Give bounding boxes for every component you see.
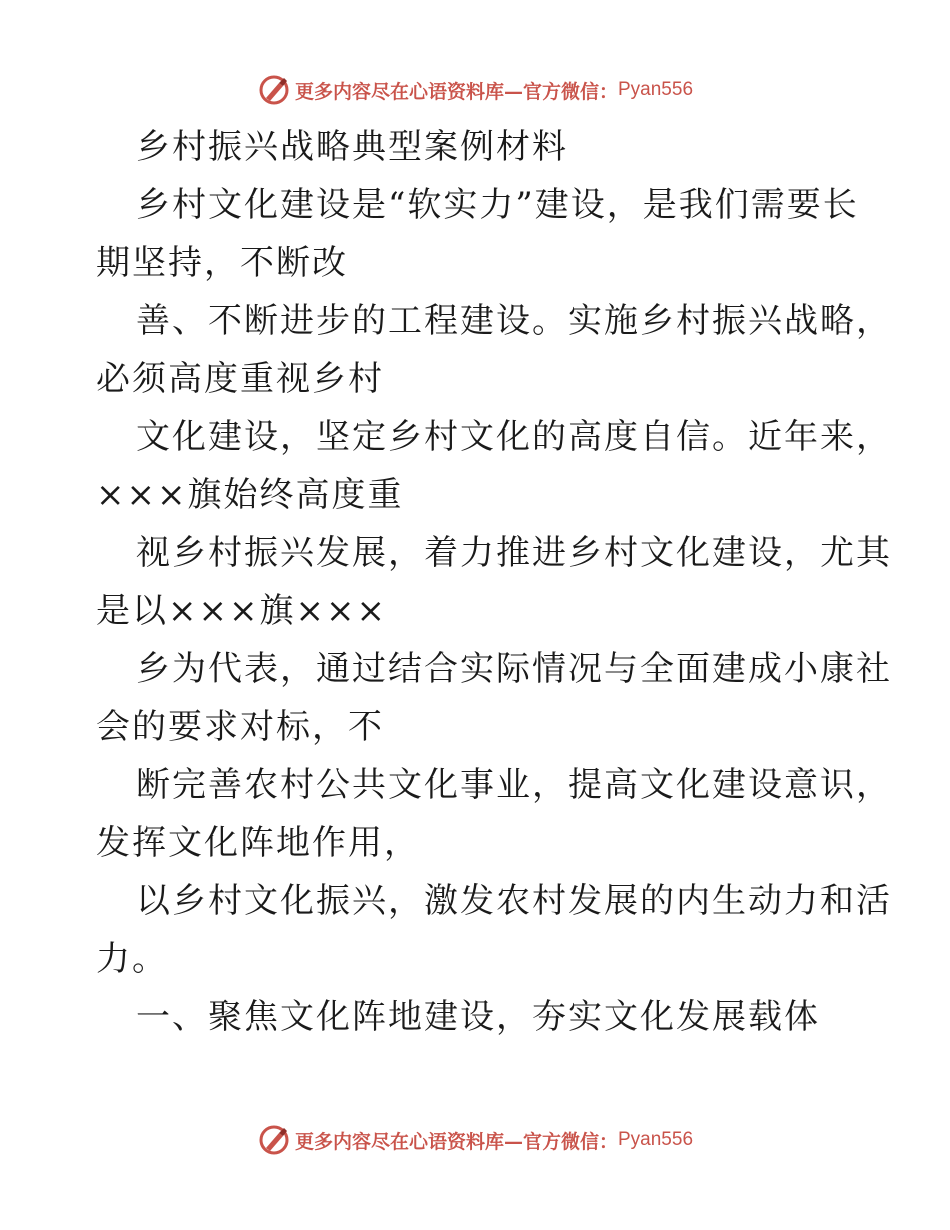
- paragraph-line: 乡村文化建设是“软实力”建设，是我们需要长: [136, 185, 859, 225]
- header-watermark: [0, 70, 950, 110]
- paragraph-line: 乡为代表，通过结合实际情况与全面建成小康社: [136, 649, 892, 689]
- watermark-wechat-id: Pyan556: [618, 1129, 694, 1150]
- paragraph-line: 力。: [96, 939, 168, 979]
- watermark-text: 更多内容尽在心语资料库—官方微信：: [294, 80, 618, 103]
- document-title: 乡村振兴战略典型案例材料: [136, 127, 568, 167]
- paragraph-line: ×××旗始终高度重: [96, 475, 404, 515]
- paragraph-line: 以乡村文化振兴，激发农村发展的内生动力和活: [136, 881, 892, 921]
- paragraph-line: 会的要求对标，不: [96, 707, 384, 747]
- pen-seal-icon: [257, 1123, 291, 1157]
- paragraph-line: 善、不断进步的工程建设。实施乡村振兴战略，: [136, 301, 892, 341]
- paragraph-line: 视乡村振兴发展，着力推进乡村文化建设，尤其: [136, 533, 892, 573]
- paragraph-line: 发挥文化阵地作用，: [96, 823, 420, 863]
- paragraph-line: 文化建设，坚定乡村文化的高度自信。近年来，: [136, 417, 892, 457]
- paragraph-line: 必须高度重视乡村: [96, 359, 384, 399]
- paragraph-line: 断完善农村公共文化事业，提高文化建设意识，: [136, 765, 892, 805]
- document-body: [96, 118, 892, 1046]
- section-heading: 一、聚焦文化阵地建设，夯实文化发展载体: [136, 997, 820, 1037]
- paragraph-line: 期坚持，不断改: [96, 243, 348, 283]
- footer-watermark: [0, 1120, 950, 1160]
- pen-seal-icon: [257, 73, 291, 107]
- watermark-wechat-id: Pyan556: [618, 79, 694, 100]
- watermark-text: 更多内容尽在心语资料库—官方微信：: [294, 1130, 618, 1153]
- paragraph-line: 是以×××旗×××: [96, 591, 387, 631]
